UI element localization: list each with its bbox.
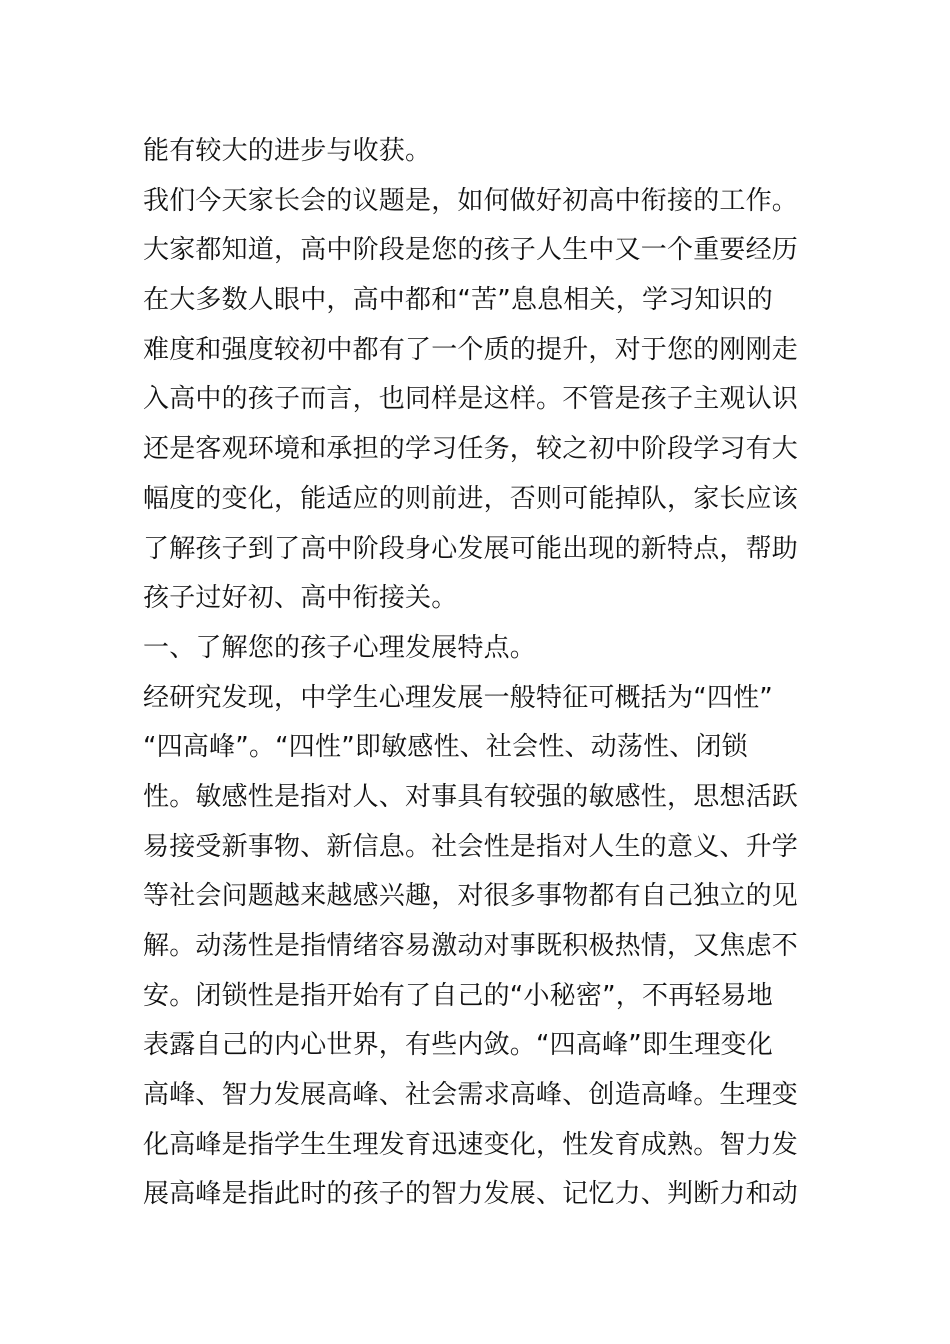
document-body bbox=[143, 127, 823, 1220]
text-line: 解。动荡性是指情绪容易激动对事既积极热情，又焦虑不 bbox=[143, 931, 799, 961]
text-line: 幅度的变化，能适应的则前进，否则可能掉队，家长应该 bbox=[143, 483, 799, 514]
text-line: 还是客观环境和承担的学习任务，较之初中阶段学习有大 bbox=[143, 434, 799, 465]
text-line: 难度和强度较初中都有了一个质的提升，对于您的刚刚走 bbox=[143, 334, 799, 365]
text-line: 等社会问题越来越感兴趣，对很多事物都有自己独立的见 bbox=[143, 881, 799, 912]
text-line: 经研究发现，中学生心理发展一般特征可概括为“四性” bbox=[143, 682, 773, 713]
text-line: 能有较大的进步与收获。 bbox=[143, 136, 432, 166]
text-line: 高峰、智力发展高峰、社会需求高峰、创造高峰。生理变 bbox=[143, 1080, 799, 1111]
text-line: 展高峰是指此时的孩子的智力发展、记忆力、判断力和动 bbox=[143, 1179, 799, 1210]
text-line: 易接受新事物、新信息。社会性是指对人生的意义、升学 bbox=[143, 831, 799, 862]
text-line: 孩子过好初、高中衔接关。 bbox=[143, 583, 458, 614]
text-line: 了解孩子到了高中阶段身心发展可能出现的新特点，帮助 bbox=[143, 533, 799, 564]
text-line: 在大多数人眼中，高中都和“苦”息息相关，学习知识的 bbox=[143, 285, 773, 316]
text-line: 我们今天家长会的议题是，如何做好初高中衔接的工作。 bbox=[143, 185, 799, 216]
text-line: 化高峰是指学生生理发育迅速变化，性发育成熟。智力发 bbox=[143, 1129, 799, 1160]
text-line: “四高峰”。“四性”即敏感性、社会性、动荡性、闭锁 bbox=[143, 732, 748, 763]
text-line: 表露自己的内心世界，有些内敛。“四高峰”即生理变化 bbox=[143, 1030, 773, 1061]
text-line: 性。敏感性是指对人、对事具有较强的敏感性，思想活跃 bbox=[143, 781, 799, 812]
text-line: 入高中的孩子而言，也同样是这样。不管是孩子主观认识 bbox=[143, 384, 799, 415]
text-line: 安。闭锁性是指开始有了自己的“小秘密”，不再轻易地 bbox=[143, 980, 773, 1011]
text-line: 大家都知道，高中阶段是您的孩子人生中又一个重要经历 bbox=[143, 235, 799, 266]
section-heading: 一、了解您的孩子心理发展特点。 bbox=[143, 632, 537, 663]
